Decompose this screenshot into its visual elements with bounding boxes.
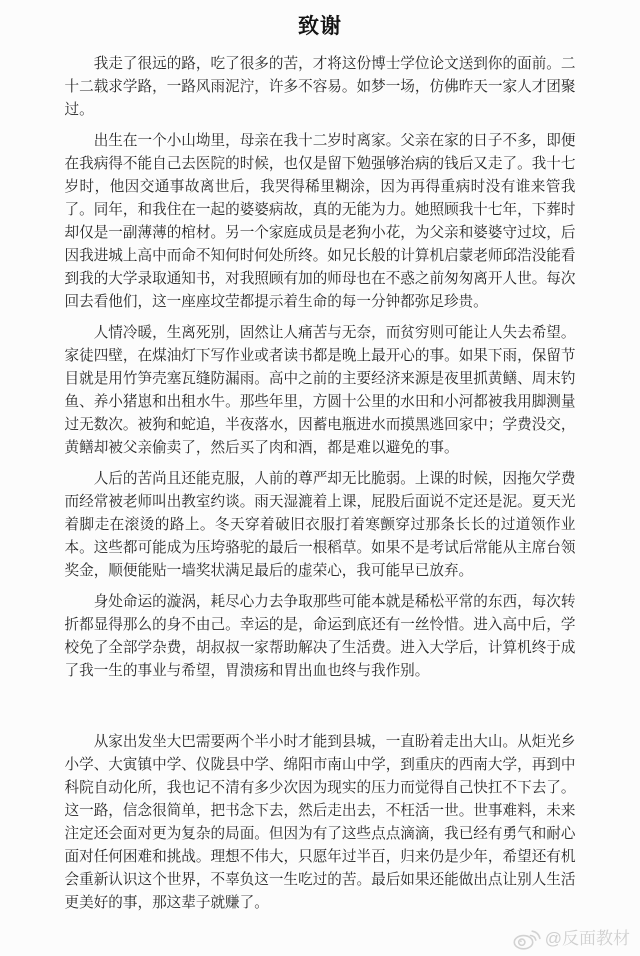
paragraph-1: 我走了很远的路，吃了很多的苦，才将这份博士学位论文送到你的面前。二十二载求学路，一路风雨泥泞，许多不容易。如梦一场，仿佛昨天一家人才团聚过。 <box>64 56 576 118</box>
paragraph-4: 人后的苦尚且还能克服，人前的尊严却无比脆弱。上课的时候，因拖欠学费而经常被老师叫出教室约谈。雨天湿漉着上课，屁股后面说不定还是泥。夏天光着脚走在滚烫的路上。冬天穿着破旧衣服打着寒颤穿过那条长长的过道领作业本。这些都可能成为压垮骆驼的最后一根稻草。如果不是考试后常能从主席台领奖金，顺便能贴一墙奖状满足最后的虚荣心，我可能早已放弃。 <box>64 471 576 579</box>
paragraph-2: 出生在一个小山坳里，母亲在我十二岁时离家。父亲在家的日子不多，即便在我病得不能自己去医院的时候，也仅是留下勉强够治病的钱后又走了。我十七岁时，他因交通事故离世后，我哭得稀里糊涂，因为再得重病时没有谁来管我了。同年，和我住在一起的婆婆病故，真的无能为力。她照顾我十七年，下葬时却仅是一副薄薄的棺材。另一个家庭成员是老狗小花，为父亲和婆婆守过坟，后因我进城上高中而命不知何时何处所终。如兄长般的计算机启蒙老师邱浩没能看到我的大学录取通知书，对我照顾有加的师母也在不惑之前匆匆离开人世。每次回去看他们，这一座座坟茔都提示着生命的每一分钟都弥足珍贵。 <box>64 133 576 310</box>
watermark-handle: @反面教材 <box>544 928 630 948</box>
document-content <box>65 0 576 915</box>
paragraph-6: 从家出发坐大巴需要两个半小时才能到县城，一直盼着走出大山。从炬光乡小学、大寅镇中学、仪陇县中学、绵阳市南山中学，到重庆的西南大学，再到中科院自动化所，我也记不清有多少次因为现实的压力而觉得自己快扛不下去了。这一路，信念很简单，把书念下去，然后走出去，不枉活一世。世事难料，未来注定还会面对更为复杂的局面。但因为有了这些点点滴滴，我已经有勇气和耐心面对任何困难和挑战。理想不伟大，只愿年过半百，归来仍是少年，希望还有机会重新认识这个世界，不辜负这一生吃过的苦。最后如果还能做出点让别人生活更美好的事，那这辈子就赚了。 <box>64 734 576 911</box>
paragraph-5: 身处命运的漩涡，耗尽心力去争取那些可能本就是稀松平常的东西，每次转折都显得那么的身不由己。幸运的是，命运到底还有一丝怜惜。进入高中后，学校免了全部学杂费，胡叔叔一家帮助解决了生活费。进入大学后，计算机终于成了我一生的事业与希望，胃溃疡和胃出血也终与我作别。 <box>64 594 576 679</box>
weibo-watermark <box>512 925 630 951</box>
weibo-icon <box>512 925 542 951</box>
paragraph-3: 人情冷暖，生离死别，固然让人痛苦与无奈，而贫穷则可能让人失去希望。家徒四壁，在煤油灯下写作业或者读书都是晚上最开心的事。如果下雨，保留节目就是用竹笋壳塞瓦缝防漏雨。高中之前的主要经济来源是夜里抓黄鳝、周末钓鱼、养小猪崽和出租水牛。那些年里，方圆十公里的水田和小河都被我用脚测量过无数次。被狗和蛇追，半夜落水，因蓄电瓶进水而摸黑逃回家中；学费没交，黄鳝却被父亲偷卖了，然后买了肉和酒，都是难以避免的事。 <box>64 325 576 456</box>
page-title: 致谢 <box>298 15 342 38</box>
